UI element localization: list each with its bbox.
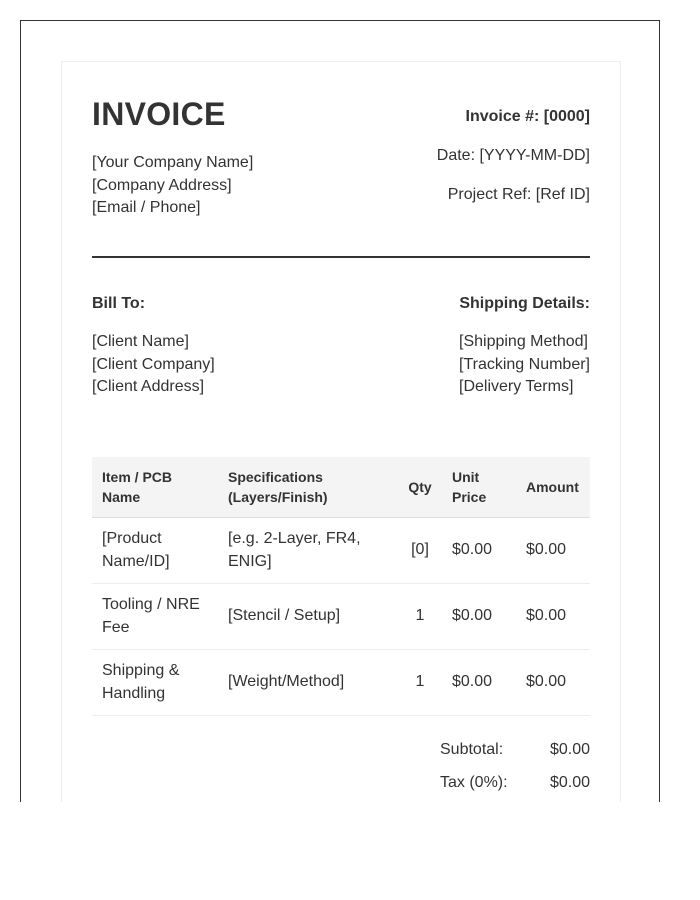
bill-to-heading: Bill To: <box>92 295 146 312</box>
project-ref: Project Ref: [Ref ID] <box>447 186 590 203</box>
delivery-terms: [Delivery Terms] <box>459 378 574 395</box>
cell-item: [Product Name/ID] <box>92 518 218 584</box>
cell-specifications: [Weight/Method] <box>218 650 398 716</box>
tax-label: Tax (0%): <box>440 774 508 791</box>
invoice-title: INVOICE <box>92 96 226 132</box>
tax-value: $0.00 <box>549 774 590 791</box>
cell-amount: $0.00 <box>516 584 590 650</box>
client-address: [Client Address] <box>92 378 205 395</box>
tracking-number: [Tracking Number] <box>459 355 590 373</box>
header-qty: Qty <box>398 457 442 518</box>
bill-to-details <box>92 331 215 399</box>
invoice-card <box>61 61 621 802</box>
header-unit-price: Unit Price <box>442 457 516 518</box>
cell-item: Shipping & Handling <box>92 650 218 716</box>
cell-amount: $0.00 <box>516 650 590 716</box>
company-name: [Your Company Name] <box>92 154 254 171</box>
subtotal-label: Subtotal: <box>440 741 504 758</box>
cell-unit-price: $0.00 <box>442 650 516 716</box>
line-items-table <box>92 457 590 716</box>
shipping-heading: Shipping Details: <box>459 295 590 312</box>
invoice-number: Invoice #: [0000] <box>465 108 590 125</box>
table-header-row <box>92 457 590 518</box>
cell-qty: 1 <box>398 584 442 650</box>
cell-amount: $0.00 <box>516 518 590 584</box>
table-row <box>92 584 590 650</box>
company-address: [Company Address] <box>92 176 232 194</box>
company-info <box>92 152 253 220</box>
page-frame <box>20 20 660 802</box>
shipping-method: [Shipping Method] <box>459 333 588 350</box>
table-row <box>92 650 590 716</box>
header-amount: Amount <box>516 457 590 518</box>
header-specifications: Specifications (Layers/Finish) <box>218 457 398 518</box>
cell-unit-price: $0.00 <box>442 518 516 584</box>
invoice-date: Date: [YYYY-MM-DD] <box>436 147 590 164</box>
table-row <box>92 518 590 584</box>
cell-specifications: [e.g. 2-Layer, FR4, ENIG] <box>218 518 398 584</box>
cell-unit-price: $0.00 <box>442 584 516 650</box>
cell-item: Tooling / NRE Fee <box>92 584 218 650</box>
cell-specifications: [Stencil / Setup] <box>218 584 398 650</box>
shipping-details <box>459 331 590 399</box>
cell-qty: [0] <box>398 518 442 584</box>
header-divider <box>92 256 590 258</box>
client-company: [Client Company] <box>92 355 215 373</box>
company-contact: [Email / Phone] <box>92 199 201 216</box>
subtotal-value: $0.00 <box>549 741 590 758</box>
client-name: [Client Name] <box>92 333 189 350</box>
header-item: Item / PCB Name <box>92 457 218 518</box>
cell-qty: 1 <box>398 650 442 716</box>
